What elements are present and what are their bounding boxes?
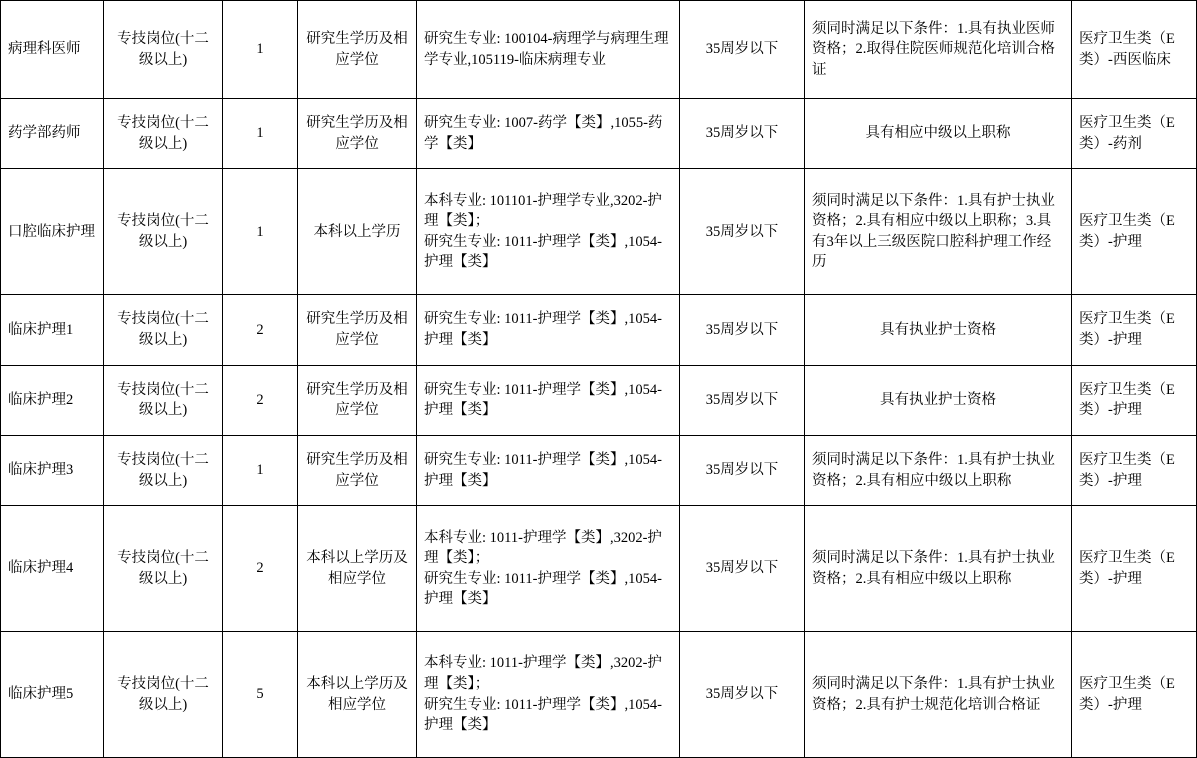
cell-age: 35周岁以下 <box>680 1 805 99</box>
cell-major: 本科专业: 101101-护理学专业,3202-护理【类】； 研究生专业: 1011-护理学【类】,1054-护理【类】 <box>417 169 680 295</box>
table-row <box>1 435 1197 505</box>
cell-age: 35周岁以下 <box>680 99 805 169</box>
cell-education: 研究生学历及相应学位 <box>298 365 417 435</box>
cell-exam-category: 医疗卫生类（E类）-药剂 <box>1072 99 1197 169</box>
cell-other-requirements: 具有执业护士资格 <box>805 365 1072 435</box>
cell-major: 研究生专业: 1011-护理学【类】,1054-护理【类】 <box>417 435 680 505</box>
cell-post-type: 专技岗位(十二级以上) <box>104 99 223 169</box>
cell-education: 本科以上学历及相应学位 <box>298 506 417 632</box>
cell-exam-category: 医疗卫生类（E类）-护理 <box>1072 632 1197 758</box>
cell-headcount: 2 <box>223 295 298 365</box>
cell-education: 研究生学历及相应学位 <box>298 99 417 169</box>
cell-post: 口腔临床护理 <box>1 169 104 295</box>
cell-post: 临床护理3 <box>1 435 104 505</box>
cell-post: 病理科医师 <box>1 1 104 99</box>
cell-major: 研究生专业: 100104-病理学与病理生理学专业,105119-临床病理专业 <box>417 1 680 99</box>
cell-post-type: 专技岗位(十二级以上) <box>104 365 223 435</box>
cell-post-type: 专技岗位(十二级以上) <box>104 506 223 632</box>
table-row <box>1 506 1197 632</box>
cell-exam-category: 医疗卫生类（E类）-护理 <box>1072 365 1197 435</box>
cell-headcount: 1 <box>223 169 298 295</box>
cell-headcount: 5 <box>223 632 298 758</box>
cell-other-requirements: 须同时满足以下条件：1.具有护士执业资格；2.具有相应中级以上职称 <box>805 435 1072 505</box>
table-row <box>1 632 1197 758</box>
cell-exam-category: 医疗卫生类（E类）-护理 <box>1072 506 1197 632</box>
cell-exam-category: 医疗卫生类（E类）-护理 <box>1072 295 1197 365</box>
cell-post: 临床护理4 <box>1 506 104 632</box>
table-row <box>1 365 1197 435</box>
cell-age: 35周岁以下 <box>680 365 805 435</box>
cell-age: 35周岁以下 <box>680 295 805 365</box>
cell-education: 研究生学历及相应学位 <box>298 1 417 99</box>
cell-age: 35周岁以下 <box>680 506 805 632</box>
cell-age: 35周岁以下 <box>680 632 805 758</box>
cell-education: 研究生学历及相应学位 <box>298 435 417 505</box>
cell-other-requirements: 须同时满足以下条件：1.具有护士执业资格；2.具有相应中级以上职称；3.具有3年以上三级医院口腔科护理工作经历 <box>805 169 1072 295</box>
cell-education: 研究生学历及相应学位 <box>298 295 417 365</box>
cell-other-requirements: 须同时满足以下条件：1.具有护士执业资格；2.具有护士规范化培训合格证 <box>805 632 1072 758</box>
cell-age: 35周岁以下 <box>680 169 805 295</box>
table-row <box>1 1 1197 99</box>
table-row <box>1 99 1197 169</box>
cell-other-requirements: 须同时满足以下条件：1.具有执业医师资格；2.取得住院医师规范化培训合格证 <box>805 1 1072 99</box>
cell-major: 研究生专业: 1007-药学【类】,1055-药学【类】 <box>417 99 680 169</box>
table-body <box>1 1 1197 758</box>
cell-post: 临床护理2 <box>1 365 104 435</box>
cell-post-type: 专技岗位(十二级以上) <box>104 435 223 505</box>
cell-major: 研究生专业: 1011-护理学【类】,1054-护理【类】 <box>417 295 680 365</box>
table-row <box>1 169 1197 295</box>
cell-other-requirements: 具有相应中级以上职称 <box>805 99 1072 169</box>
cell-major: 本科专业: 1011-护理学【类】,3202-护理【类】； 研究生专业: 1011-护理学【类】,1054-护理【类】 <box>417 632 680 758</box>
cell-post: 临床护理1 <box>1 295 104 365</box>
cell-post-type: 专技岗位(十二级以上) <box>104 295 223 365</box>
cell-major: 本科专业: 1011-护理学【类】,3202-护理【类】； 研究生专业: 1011-护理学【类】,1054-护理【类】 <box>417 506 680 632</box>
cell-post: 药学部药师 <box>1 99 104 169</box>
cell-post-type: 专技岗位(十二级以上) <box>104 632 223 758</box>
cell-post-type: 专技岗位(十二级以上) <box>104 169 223 295</box>
cell-age: 35周岁以下 <box>680 435 805 505</box>
cell-exam-category: 医疗卫生类（E类）-西医临床 <box>1072 1 1197 99</box>
cell-other-requirements: 具有执业护士资格 <box>805 295 1072 365</box>
cell-headcount: 1 <box>223 99 298 169</box>
cell-major: 研究生专业: 1011-护理学【类】,1054-护理【类】 <box>417 365 680 435</box>
cell-education: 本科以上学历 <box>298 169 417 295</box>
cell-exam-category: 医疗卫生类（E类）-护理 <box>1072 169 1197 295</box>
table-row <box>1 295 1197 365</box>
cell-education: 本科以上学历及相应学位 <box>298 632 417 758</box>
cell-other-requirements: 须同时满足以下条件：1.具有护士执业资格；2.具有相应中级以上职称 <box>805 506 1072 632</box>
cell-headcount: 1 <box>223 435 298 505</box>
cell-post-type: 专技岗位(十二级以上) <box>104 1 223 99</box>
cell-headcount: 1 <box>223 1 298 99</box>
cell-post: 临床护理5 <box>1 632 104 758</box>
cell-exam-category: 医疗卫生类（E类）-护理 <box>1072 435 1197 505</box>
cell-headcount: 2 <box>223 365 298 435</box>
cell-headcount: 2 <box>223 506 298 632</box>
